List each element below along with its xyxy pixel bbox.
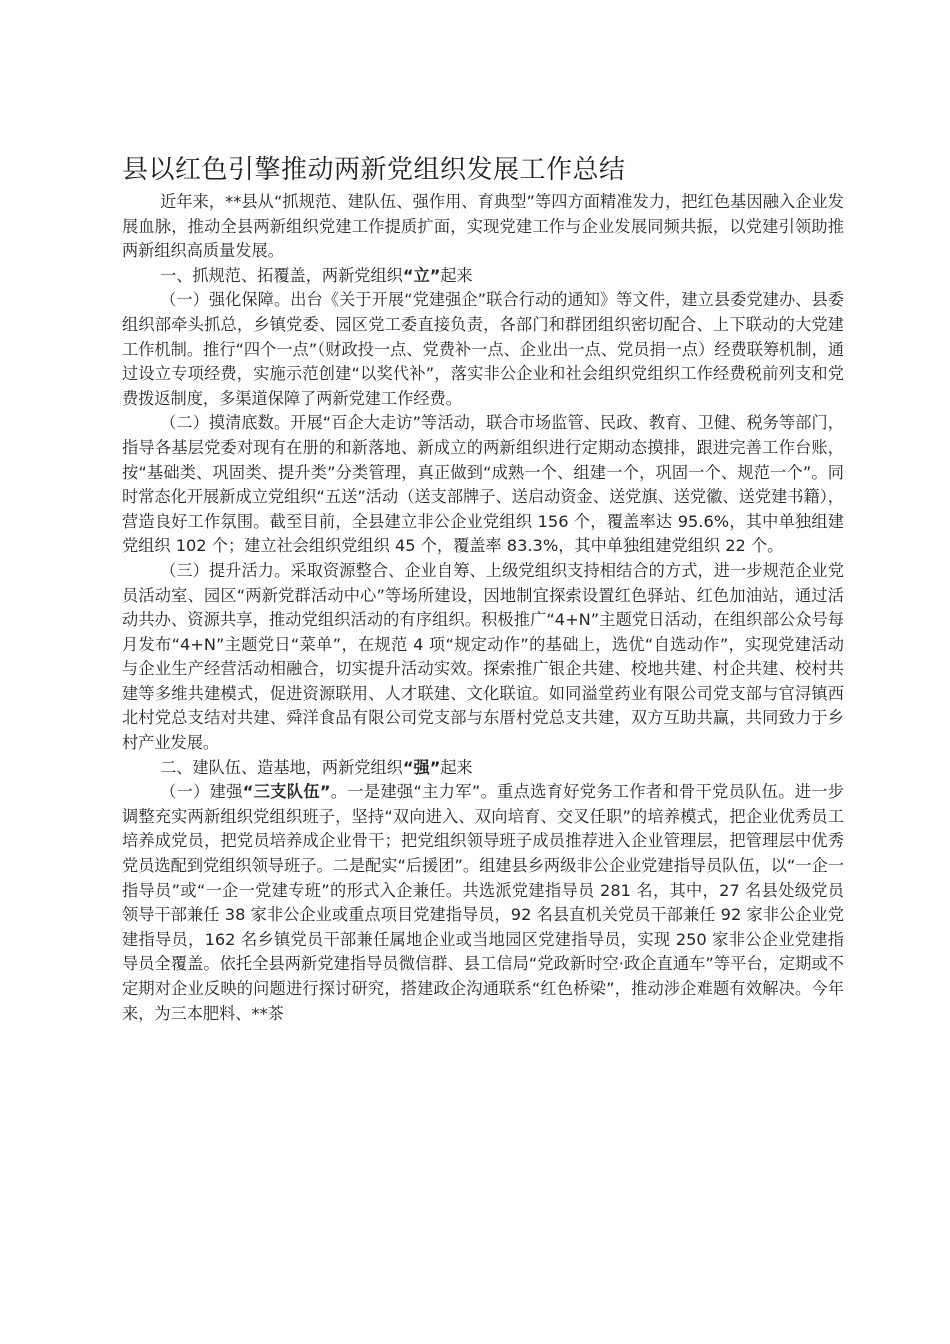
section-2-paragraph-1-lead: （一）建强: [160, 782, 243, 802]
section-2-paragraph-1: [122, 780, 844, 1026]
section-2-heading-text: 二、建队伍、造基地，两新党组织: [160, 757, 403, 777]
section-1-heading: [122, 264, 844, 289]
section-2-heading-emphasis: “强”: [402, 757, 441, 777]
intro-paragraph: 近年来，**县从“抓规范、建队伍、强作用、育典型”等四方面精准发力，把红色基因融入企业发展血脉，推动全县两新组织党建工作提质扩面，实现党建工作与企业发展同频共振，以党建引领助推两新组织高质量发展。: [122, 192, 844, 261]
section-2-heading: [122, 756, 844, 781]
document-title: 县以红色引擎推动两新党组织发展工作总结: [122, 155, 626, 185]
section-2-paragraph-1-body: 。一是建强“主力军”。重点选育好党务工作者和骨干党员队伍。进一步调整充实两新组织党组织班子，坚持“双向进入、双向培育、交叉任职”的培养模式，把企业优秀员工培养成党员，把党员培养成企业骨干；把党组织领导班子成员推荐进入企业管理层，把管理层中优秀党员选配到党组织领导班子。二是配实“后援团”。组建县乡两级非公企业党建指导员队伍，以“一企一指导员”或“一企一党建专班”的形式入企兼任。共选派党建指导员 281 名，其中，27 名县处级党员领导干部兼任 38 家非公企业或重点项目党建指导员，92 名县直机关党员干部兼任 92 家非公企业党建指导员，162 名乡镇党员干部兼任属地企业或当地园区党建指导员，实现 250 家非公企业党建指导员全覆盖。依托全县两新党建指导员微信群、县工信局“党政新时空·政企直通车”等平台，定期或不定期对企业反映的问题进行探讨研究，搭建政企沟通联系“红色桥梁”，推动涉企难题有效解决。今年来，为三本肥料、**茶: [122, 782, 844, 1023]
section-1-heading-text: 一、抓规范、拓覆盖，两新党组织: [160, 265, 403, 285]
section-1-paragraph-1: （一）强化保障。出台《关于开展“党建强企”联合行动的通知》等文件，建立县委党建办、县委组织部牵头抓总，乡镇党委、园区党工委直接负责，各部门和群团组织密切配合、上下联动的大党建工作机制。推行“四个一点”（财政投一点、党费补一点、企业出一点、党员捐一点）经费联筹机制，通过设立专项经费，实施示范创建“以奖代补”，落实非公企业和社会组织党组织工作经费税前列支和党费拨返制度，多渠道保障了两新党建工作经费。: [122, 290, 844, 408]
section-1-paragraph-3: （三）提升活力。采取资源整合、企业自筹、上级党组织支持相结合的方式，进一步规范企业党员活动室、园区“两新党群活动中心”等场所建设，因地制宜探索设置红色驿站、红色加油站，通过活动共办、资源共享，推动党组织活动的有序组织。积极推广“4+N”主题党日活动，在组织部公众号每月发布“4+N”主题党日“菜单”，在规范 4 项“规定动作”的基础上，选优“自选动作”，实现党建活动与企业生产经营活动相融合，切实提升活动实效。探索推广银企共建、校地共建、村企共建、校村共建等多维共建模式，促进资源联用、人才联建、文化联谊。如同溢堂药业有限公司党支部与官浔镇西北村党总支结对共建、舜洋食品有限公司党支部与东厝村党总支共建，双方互助共赢，共同致力于乡村产业发展。: [122, 560, 844, 753]
document-page: [122, 150, 844, 1026]
section-2-heading-suffix: 起来: [440, 757, 473, 777]
section-1-heading-suffix: 起来: [440, 265, 473, 285]
section-1-paragraph-2: （二）摸清底数。开展“百企大走访”等活动，联合市场监管、民政、教育、卫健、税务等部门，指导各基层党委对现有在册的和新落地、新成立的两新组织进行定期动态摸排，跟进完善工作台账，按“基础类、巩固类、提升类”分类管理，真正做到“成熟一个、组建一个，巩固一个、规范一个”。同时常态化开展新成立党组织“五送”活动（送支部牌子、送启动资金、送党旗、送党徽、送党建书籍），营造良好工作氛围。截至目前，全县建立非公企业党组织 156 个，覆盖率达 95.6%，其中单独组建党组织 102 个；建立社会组织党组织 45 个，覆盖率 83.3%，其中单独组建党组织 22 个。: [122, 413, 844, 556]
section-1-heading-emphasis: “立”: [402, 265, 441, 285]
section-2-paragraph-1-emphasis: “三支队伍”: [242, 782, 331, 802]
